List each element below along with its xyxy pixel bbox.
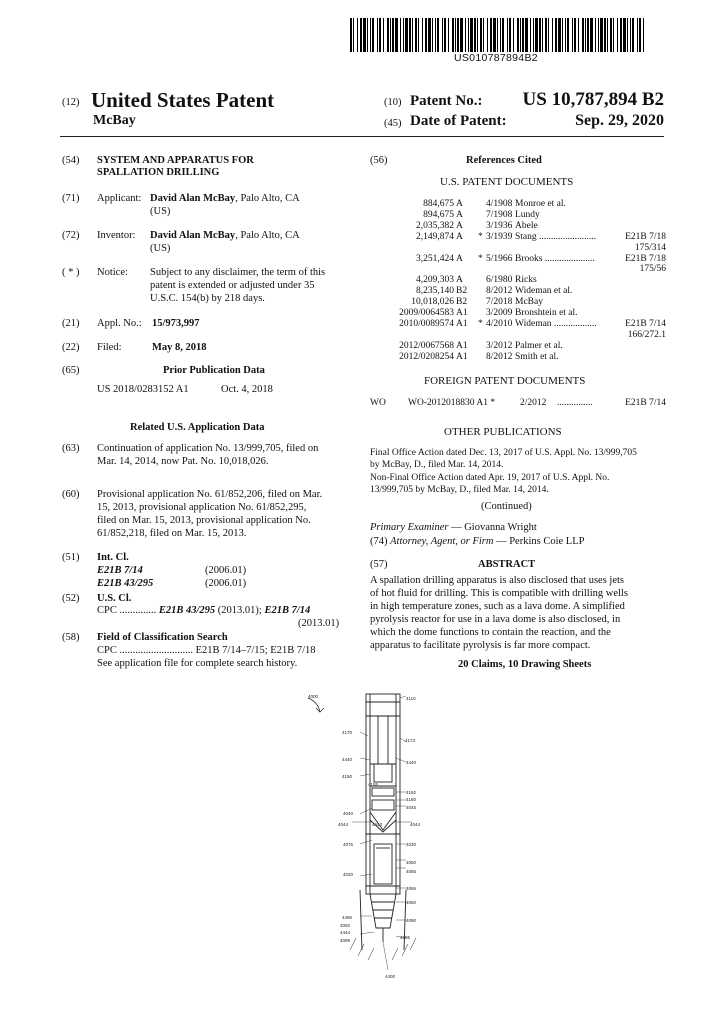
- reference-name: Bronshtein et al.: [515, 308, 578, 318]
- reference-cls: E21B 7/18: [625, 231, 666, 242]
- barcode-bar: [530, 18, 531, 52]
- us-cl-cpc-2-version: (2013.01): [298, 618, 340, 629]
- drawing-label: 4045: [406, 805, 417, 810]
- other-pub-2-line2: 13/999,705 by McBay, D., filed Mar. 14, 2014.: [370, 485, 549, 495]
- barcode-bar: [400, 18, 401, 52]
- reference-row: [370, 308, 666, 319]
- reference-no: 2012/0208254: [399, 351, 454, 362]
- examiner-label: Primary Examiner: [370, 522, 449, 533]
- field-72-code: (72): [62, 230, 80, 241]
- barcode-bar: [437, 18, 439, 52]
- barcode-bar: [395, 18, 398, 52]
- classification-search-title: Field of Classification Search: [97, 632, 228, 643]
- barcode-bar: [507, 18, 508, 52]
- drawing-label: 4090: [406, 918, 417, 923]
- reference-date: 5/1966: [486, 253, 513, 264]
- notice-line3: U.S.C. 154(b) by 218 days.: [150, 293, 265, 304]
- field-22-code: (22): [62, 342, 80, 353]
- us-cl-cpc: [97, 604, 310, 617]
- us-cl-cpc-1: E21B 43/295: [158, 605, 216, 616]
- barcode-bar: [578, 18, 579, 52]
- reference-row: [370, 254, 666, 265]
- reference-date: 3/1939: [486, 231, 513, 242]
- barcode-bar: [370, 18, 371, 52]
- applicant-name: David Alan McBay: [150, 193, 236, 204]
- barcode-bar: [377, 18, 378, 52]
- barcode-bar: [487, 18, 488, 52]
- patent-drawing-figure: [280, 680, 460, 980]
- reference-no: 2010/0089574: [399, 318, 454, 329]
- drawing-label: 4040: [343, 811, 354, 816]
- reference-row: [370, 330, 666, 341]
- reference-kind: B2: [456, 286, 468, 297]
- reference-date: 3/2009: [486, 308, 513, 318]
- foreign-class: E21B 7/14: [625, 398, 666, 408]
- drawing-label: 4162: [406, 790, 417, 795]
- drawing-label: 4065: [406, 886, 417, 891]
- field-71-code: (71): [62, 193, 80, 204]
- drawing-label: 4092: [340, 923, 351, 928]
- reference-row: [370, 341, 666, 352]
- barcode-bar: [470, 18, 473, 52]
- barcode-bar: [480, 18, 482, 52]
- barcode-bar: [542, 18, 543, 52]
- reference-kind: A: [456, 209, 463, 220]
- barcode-bar: [432, 18, 433, 52]
- barcode-bar: [585, 18, 586, 52]
- reference-name: Lundy: [515, 209, 540, 220]
- barcode-bar: [350, 18, 352, 52]
- barcode-bar: [363, 18, 366, 52]
- barcode-bar: [533, 18, 534, 52]
- barcode-bar: [379, 18, 381, 52]
- applicant-country: (US): [150, 206, 171, 217]
- inventor-name: David Alan McBay: [150, 230, 236, 241]
- foreign-dots: ...............: [557, 398, 593, 408]
- field-60-code: (60): [62, 489, 80, 500]
- document-title: United States Patent: [91, 88, 275, 112]
- drawing-label: 4000: [308, 694, 319, 699]
- reference-no: 2,149,874: [416, 231, 454, 242]
- drawing-label: 4150: [342, 774, 353, 779]
- reference-cls: E21B 7/18: [625, 253, 666, 264]
- patent-no-label: Patent No.:: [410, 93, 483, 109]
- inventor-location: , Palo Alto, CA: [235, 230, 300, 241]
- barcode-bar: [383, 18, 384, 52]
- barcode-bar: [623, 18, 626, 52]
- drawing-label: 4055: [406, 869, 417, 874]
- drawing-label: 4030: [406, 842, 417, 847]
- barcode-bar: [465, 18, 466, 52]
- reference-row: [370, 232, 666, 243]
- notice-line2: patent is extended or adjusted under 35: [150, 280, 315, 291]
- reference-date: 3/1936: [486, 220, 513, 231]
- barcode-bar: [468, 18, 469, 52]
- drawing-label: 4155: [368, 782, 379, 787]
- barcode-bar: [567, 18, 569, 52]
- reference-row: [370, 199, 666, 210]
- barcode-bar: [595, 18, 596, 52]
- header-rule: [60, 136, 664, 137]
- drawing-label: 4173: [405, 738, 416, 743]
- reference-star: *: [478, 318, 483, 329]
- barcode-bar: [448, 18, 449, 52]
- abstract-line1: A spallation drilling apparatus is also disclosed that uses jets: [370, 575, 625, 586]
- barcode-bar: [572, 18, 573, 52]
- notice-label: Notice:: [97, 267, 128, 278]
- claims-summary: 20 Claims, 10 Drawing Sheets: [458, 659, 592, 670]
- reference-kind: A1: [456, 318, 468, 329]
- field-63-code: (63): [62, 443, 80, 454]
- reference-name: Brooks .....................: [515, 253, 595, 264]
- reference-kind: A: [456, 253, 463, 264]
- abstract-line2: of hot fluid for drilling. This is compatible with drilling wells: [370, 588, 628, 599]
- filed-label: Filed:: [97, 342, 122, 353]
- field-58-code: (58): [62, 632, 80, 643]
- foreign-date: 2/2012: [520, 398, 547, 408]
- barcode-bar: [412, 18, 413, 52]
- barcode-bar: [405, 18, 408, 52]
- classification-cpc-label: CPC ............................: [97, 645, 193, 656]
- reference-row: [370, 297, 666, 308]
- figure-arrow: [308, 698, 324, 712]
- primary-examiner: [370, 521, 537, 534]
- barcode-bar: [497, 18, 498, 52]
- barcode-bar: [490, 18, 492, 52]
- barcode-bar: [535, 18, 538, 52]
- barcode-bar: [442, 18, 443, 52]
- other-pub-1-line1: Final Office Action dated Dec. 13, 2017 of U.S. Appl. No. 13/999,705: [370, 448, 637, 458]
- barcode-text: US010787894B2: [454, 52, 538, 64]
- barcode-bar: [403, 18, 404, 52]
- appl-no-value: 15/973,997: [152, 318, 200, 329]
- field-54-code: (54): [62, 155, 80, 166]
- reference-kind: A1: [456, 351, 468, 362]
- field-56-code: (56): [370, 155, 388, 166]
- barcode-bar: [555, 18, 557, 52]
- barcode-bar: [604, 18, 606, 52]
- reference-kind: B2: [456, 297, 468, 308]
- int-cl-2-version: (2006.01): [205, 578, 247, 589]
- barcode-bar: [483, 18, 484, 52]
- barcode-bar: [582, 18, 584, 52]
- reference-date: 8/2012: [486, 286, 513, 297]
- attorney-label: Attorney, Agent, or Firm: [390, 536, 494, 547]
- examiner-name: — Giovanna Wright: [451, 522, 537, 533]
- int-cl-title: Int. Cl.: [97, 552, 129, 563]
- related-data-title: Related U.S. Application Data: [130, 422, 265, 433]
- barcode-bar: [558, 18, 561, 52]
- drawing-label: 4043: [372, 822, 383, 827]
- reference-date: 8/2012: [486, 351, 513, 362]
- code-12: (12): [62, 97, 80, 108]
- reference-name: Smith et al.: [515, 351, 559, 362]
- continuation-line2: Mar. 14, 2014, now Pat. No. 10,018,026.: [97, 456, 269, 467]
- prior-publication-number: US 2018/0283152 A1: [97, 384, 189, 395]
- barcode-bar: [630, 18, 631, 52]
- drawing-label: 4170: [342, 730, 353, 735]
- barcode-bar: [600, 18, 603, 52]
- invention-title-line2: SPALLATION DRILLING: [97, 167, 220, 178]
- barcode-bar: [477, 18, 478, 52]
- int-cl-2: E21B 43/295: [97, 578, 154, 589]
- abstract-line4: pyrolysis reactor for use in a lava dome is also disclosed, in: [370, 614, 621, 625]
- barcode-bar: [509, 18, 511, 52]
- reference-kind: A: [456, 231, 463, 242]
- reference-row: [370, 352, 666, 363]
- foreign-number: WO-2012018830 A1 *: [408, 398, 496, 408]
- reference-no: 884,675: [423, 199, 454, 209]
- barcode-bar: [517, 18, 519, 52]
- reference-name: Abele: [515, 220, 538, 231]
- int-cl-1: E21B 7/14: [97, 565, 143, 576]
- drawing-label: 4044: [338, 822, 349, 827]
- reference-row: [370, 210, 666, 221]
- reference-name: Ricks: [515, 275, 537, 286]
- reference-date: 7/1908: [486, 209, 513, 220]
- barcode-bar: [392, 18, 394, 52]
- barcode-bar: [455, 18, 456, 52]
- us-patent-documents-title: U.S. PATENT DOCUMENTS: [440, 176, 574, 188]
- reference-row: [370, 221, 666, 232]
- barcode-bar: [367, 18, 368, 52]
- barcode-bar: [390, 18, 391, 52]
- reference-no: 4,209,303: [416, 275, 454, 286]
- classification-search-cpc: [97, 644, 316, 657]
- reference-cls: E21B 7/14: [625, 318, 666, 329]
- barcode-bar: [474, 18, 476, 52]
- reference-row: [370, 275, 666, 286]
- barcode-bar: [500, 18, 501, 52]
- reference-no: 10,018,026: [411, 297, 454, 308]
- references-cited-title: References Cited: [466, 155, 542, 166]
- barcode-bar: [643, 18, 644, 52]
- provisional-line4: 61/852,218, filed on Mar. 15, 2013.: [97, 528, 247, 539]
- continuation-line1: Continuation of application No. 13/999,705, filed on: [97, 443, 319, 454]
- field-65-code: (65): [62, 365, 80, 376]
- drawing-label: 4440: [406, 760, 417, 765]
- drawing-label: 4440: [342, 757, 353, 762]
- abstract-title: ABSTRACT: [478, 559, 536, 570]
- field-21-code: (21): [62, 318, 80, 329]
- foreign-country: WO: [370, 398, 386, 408]
- reference-name: Monroe et al.: [515, 199, 566, 209]
- barcode-bar: [520, 18, 521, 52]
- drawing-label: 4060: [406, 900, 417, 905]
- drawing-label: 4495: [342, 915, 353, 920]
- reference-row: [370, 319, 666, 330]
- drawing-label: 4160: [406, 797, 417, 802]
- classification-cpc-value: E21B 7/14–7/15; E21B 7/18: [195, 645, 316, 656]
- attorney: [370, 535, 584, 548]
- abstract-line3: in high temperature zones, such as a lava dome. A simplified: [370, 601, 625, 612]
- reference-no: 8,235,140: [416, 286, 454, 297]
- drawing-label: 4044: [410, 822, 421, 827]
- barcode-bar: [502, 18, 504, 52]
- provisional-line1: Provisional application No. 61/852,206, filed on Mar.: [97, 489, 323, 500]
- barcode-bar: [460, 18, 463, 52]
- appl-no-label: Appl. No.:: [97, 318, 142, 329]
- us-cl-cpc-2: E21B 7/14: [264, 605, 311, 616]
- barcode-bar: [360, 18, 362, 52]
- int-cl-1-version: (2006.01): [205, 565, 247, 576]
- reference-cls: 175/314: [634, 242, 666, 253]
- barcode-bar: [607, 18, 608, 52]
- drawing-label: 4444: [340, 930, 351, 935]
- reference-name: McBay: [515, 297, 543, 308]
- barcode-bar: [565, 18, 566, 52]
- reference-no: 894,675: [423, 209, 454, 220]
- barcode-bar: [387, 18, 389, 52]
- barcode-bar: [428, 18, 431, 52]
- inventor-label: Inventor:: [97, 230, 136, 241]
- barcode-bar: [513, 18, 514, 52]
- notice-code: ( * ): [62, 267, 80, 278]
- reference-date: 4/1908: [486, 199, 513, 209]
- applicant: [150, 192, 300, 205]
- applicant-location: , Palo Alto, CA: [235, 193, 300, 204]
- attorney-name: — Perkins Coie LLP: [496, 536, 585, 547]
- prior-publication-date: Oct. 4, 2018: [221, 384, 273, 395]
- invention-title-line1: SYSTEM AND APPARATUS FOR: [97, 155, 254, 166]
- reference-kind: A1: [456, 308, 468, 318]
- reference-no: 2,035,382: [416, 220, 454, 231]
- barcode-bar: [409, 18, 411, 52]
- us-cl-cpc-1-version: (2013.01);: [217, 605, 262, 616]
- other-pub-1-line2: by McBay, D., filed Mar. 14, 2014.: [370, 460, 504, 470]
- code-10: (10): [384, 97, 402, 108]
- barcode-bar: [422, 18, 423, 52]
- barcode-bar: [545, 18, 547, 52]
- reference-star: *: [478, 231, 483, 242]
- barcode-bar: [457, 18, 459, 52]
- reference-row: [370, 264, 666, 275]
- barcode-bar: [590, 18, 593, 52]
- barcode-bar: [613, 18, 614, 52]
- barcode-bar: [637, 18, 638, 52]
- reference-no: 2009/0064583: [399, 308, 454, 318]
- reference-date: 7/2018: [486, 297, 513, 308]
- date-of-patent-label: Date of Patent:: [410, 113, 507, 129]
- reference-row: [370, 243, 666, 254]
- barcode-bar: [357, 18, 358, 52]
- drawing-label: 4400: [385, 974, 396, 979]
- barcode-bar: [620, 18, 622, 52]
- inventor-short: McBay: [93, 113, 136, 128]
- patent-number: US 10,787,894 B2: [522, 89, 664, 110]
- abstract-code: (57): [370, 559, 388, 570]
- inventor-country: (US): [150, 243, 171, 254]
- barcode-bar: [435, 18, 436, 52]
- barcode-bar: [418, 18, 419, 52]
- reference-date: 4/2010: [486, 318, 513, 329]
- barcode-bar: [539, 18, 541, 52]
- barcode-bar: [372, 18, 374, 52]
- reference-cls: 175/56: [639, 264, 666, 275]
- barcode-bar: [425, 18, 427, 52]
- drawing-label: 4050: [406, 860, 417, 865]
- code-45: (45): [384, 118, 402, 129]
- reference-kind: A: [456, 220, 463, 231]
- drawing-label: 4075: [343, 842, 354, 847]
- barcode: [350, 18, 650, 52]
- barcode-bar: [525, 18, 528, 52]
- reference-date: 6/1980: [486, 275, 513, 286]
- barcode-bar: [552, 18, 553, 52]
- applicant-label: Applicant:: [97, 193, 142, 204]
- classification-note: See application file for complete search history.: [97, 658, 298, 669]
- reference-cls: 166/272.1: [627, 329, 666, 340]
- barcode-bar: [452, 18, 454, 52]
- drawing-label: 4095: [400, 935, 411, 940]
- reference-kind: A1: [456, 340, 468, 351]
- reference-row: [370, 286, 666, 297]
- reference-name: Stang ........................: [515, 231, 597, 242]
- drawing-label: 4099: [340, 938, 351, 943]
- drawing-label: 4020: [343, 872, 354, 877]
- notice-line1: Subject to any disclaimer, the term of this: [150, 267, 326, 278]
- other-publications-title: OTHER PUBLICATIONS: [444, 426, 562, 438]
- barcode-bar: [522, 18, 524, 52]
- reference-name: Wideman ..................: [515, 318, 597, 329]
- patent-date: Sep. 29, 2020: [575, 112, 664, 129]
- reference-star: *: [478, 253, 483, 264]
- barcode-bar: [548, 18, 549, 52]
- barcode-bar: [444, 18, 446, 52]
- barcode-bar: [617, 18, 618, 52]
- reference-no: 2012/0067568: [399, 340, 454, 351]
- field-51-code: (51): [62, 552, 80, 563]
- reference-date: 3/2012: [486, 340, 513, 351]
- provisional-line2: 15, 2013, provisional application No. 61/852,295,: [97, 502, 307, 513]
- barcode-bar: [610, 18, 612, 52]
- barcode-bar: [562, 18, 563, 52]
- prior-publication-title: Prior Publication Data: [163, 365, 265, 376]
- barcode-bar: [632, 18, 634, 52]
- barcode-bar: [639, 18, 641, 52]
- reference-name: Palmer et al.: [515, 340, 563, 351]
- inventor: [150, 229, 300, 242]
- reference-kind: A: [456, 275, 463, 286]
- abstract-line5: which the dome functions to contain the reaction, and the: [370, 627, 611, 638]
- us-cl-title: U.S. Cl.: [97, 593, 132, 604]
- drawing-label: 4110: [406, 696, 416, 701]
- filed-value: May 8, 2018: [152, 342, 207, 353]
- barcode-bar: [493, 18, 496, 52]
- reference-name: Wideman et al.: [515, 286, 573, 297]
- barcode-bar: [627, 18, 628, 52]
- reference-kind: A: [456, 199, 463, 209]
- us-cl-cpc-label: CPC ..............: [97, 605, 157, 616]
- barcode-bar: [598, 18, 599, 52]
- provisional-line3: filed on Mar. 15, 2013, provisional application No.: [97, 515, 311, 526]
- abstract-line6: apparatus to facilitate pyrolysis is far more compact.: [370, 640, 591, 651]
- other-pub-2-line1: Non-Final Office Action dated Apr. 19, 2017 of U.S. Appl. No.: [370, 473, 610, 483]
- reference-no: 3,251,424: [416, 253, 454, 264]
- barcode-bar: [353, 18, 354, 52]
- foreign-documents-title: FOREIGN PATENT DOCUMENTS: [424, 375, 586, 387]
- continued-note: (Continued): [481, 501, 532, 512]
- attorney-code: (74): [370, 536, 388, 547]
- field-52-code: (52): [62, 593, 80, 604]
- barcode-bar: [574, 18, 576, 52]
- barcode-bar: [587, 18, 589, 52]
- barcode-bar: [415, 18, 417, 52]
